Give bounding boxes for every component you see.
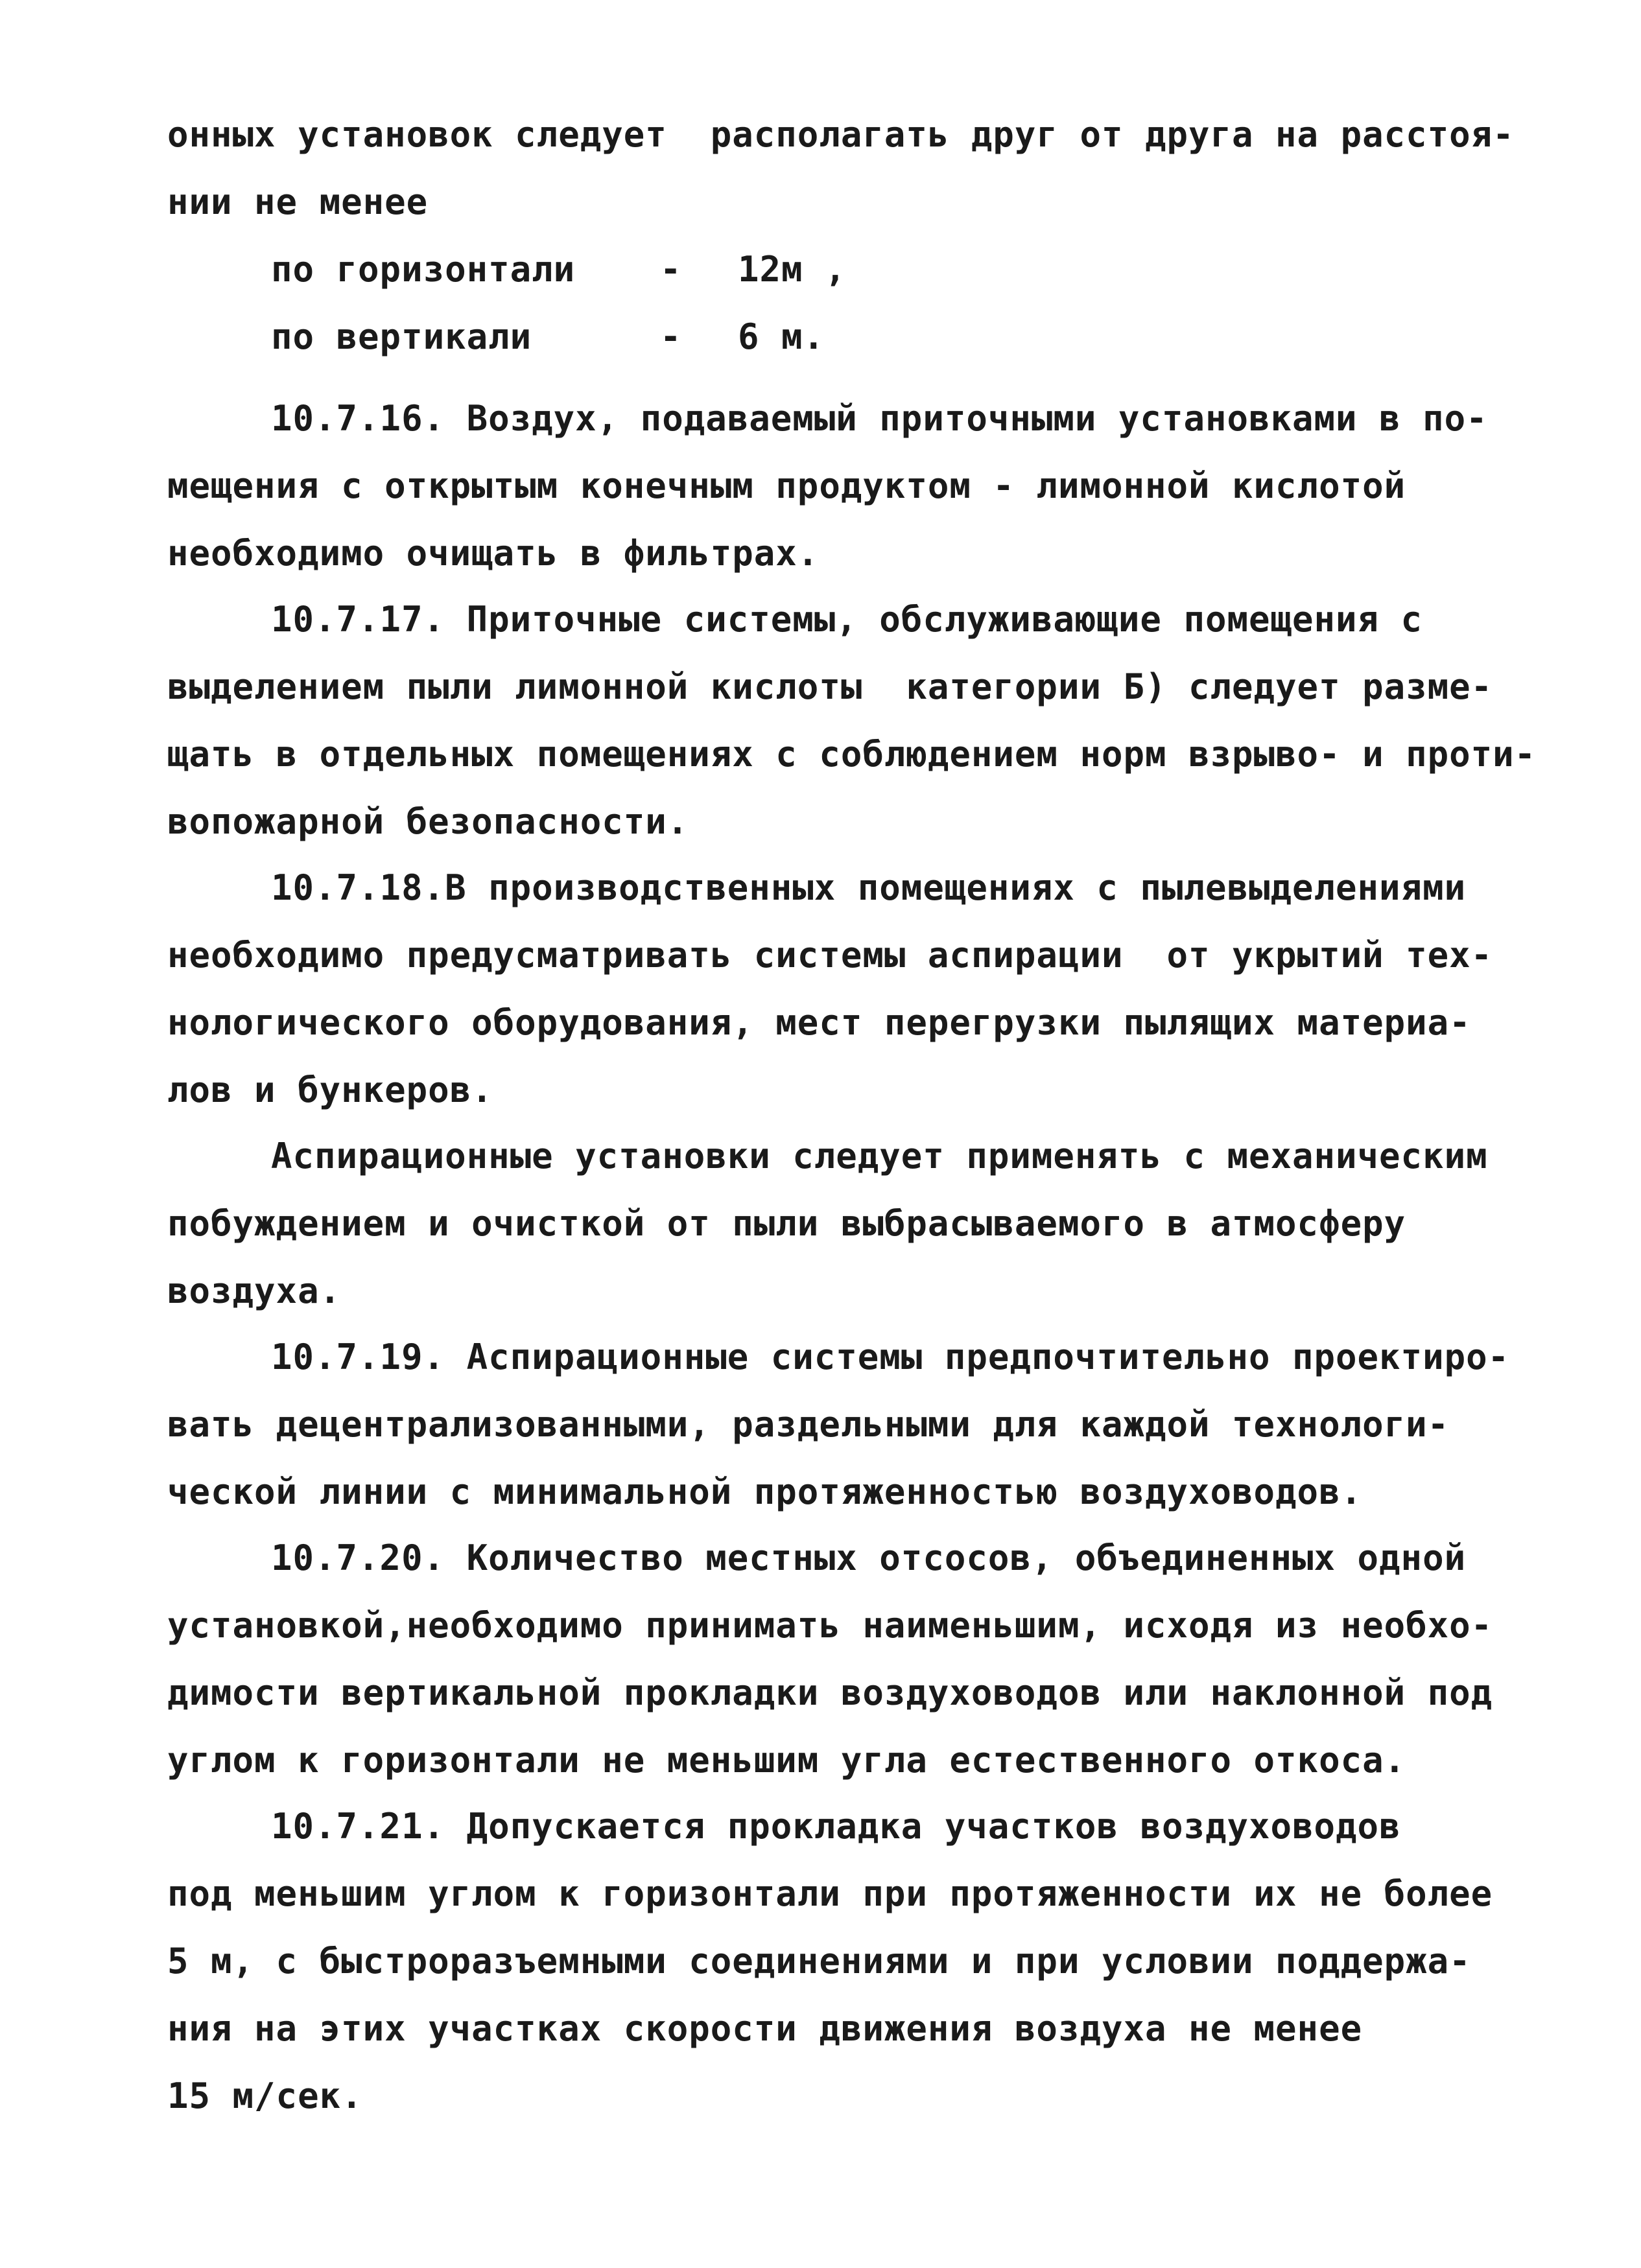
text-line: Аспирационные установки следует применять с механическим [271, 1136, 1488, 1176]
text-line: мещения с открытым конечным продуктом - лимонной кислотой [167, 465, 1406, 506]
text-line: лов и бункеров. [167, 1070, 493, 1110]
text-line: онных установок следует располагать друг от друга на расстоя- [167, 114, 1515, 155]
text-line: ния на этих участках скорости движения воздуха не менее [167, 2008, 1363, 2049]
text-line: воздуха. [167, 1270, 342, 1311]
text-line: 10.7.19. Аспирационные системы предпочтительно проектиро- [271, 1337, 1510, 1377]
text-line: - [660, 316, 682, 357]
text-line: вать децентрализованными, раздельными для каждой технологи- [167, 1404, 1450, 1445]
text-line: побуждением и очисткой от пыли выбрасываемого в атмосферу [167, 1203, 1406, 1244]
text-line: 10.7.20. Количество местных отсосов, объединенных одной [271, 1537, 1467, 1578]
text-line: установкой,необходимо принимать наименьшим, исходя из необхо- [167, 1605, 1493, 1646]
text-line: димости вертикальной прокладки воздуховодов или наклонной под [167, 1672, 1493, 1713]
text-line: выделением пыли лимонной кислоты категории Б) следует разме- [167, 666, 1493, 707]
text-line: 10.7.17. Приточные системы, обслуживающие помещения с [271, 599, 1423, 640]
text-line: 12м , [738, 249, 847, 290]
text-line: по горизонтали [271, 249, 576, 290]
text-line: необходимо очищать в фильтрах. [167, 533, 820, 574]
text-line: по вертикали [271, 316, 532, 357]
text-line: 6 м. [738, 316, 825, 357]
text-line: углом к горизонтали не меньшим угла естественного откоса. [167, 1740, 1406, 1781]
text-line: нологического оборудования, мест перегрузки пылящих материа- [167, 1002, 1471, 1043]
text-line: нии не менее [167, 181, 429, 222]
text-line: щать в отдельных помещениях с соблюдением норм взрыво- и проти- [167, 734, 1537, 775]
text-line: - [660, 249, 682, 290]
text-line: вопожарной безопасности. [167, 801, 689, 842]
text-line: под меньшим углом к горизонтали при протяженности их не более [167, 1873, 1493, 1914]
text-line: ческой линии с минимальной протяженностью воздуховодов. [167, 1471, 1363, 1512]
text-line: 15 м/сек. [167, 2075, 363, 2116]
text-line: 10.7.18.В производственных помещениях с пылевыделениями [271, 867, 1467, 908]
text-line: 5 м, с быстроразъемными соединениями и при условии поддержа- [167, 1941, 1471, 1982]
text-line: 10.7.21. Допускается прокладка участков воздуховодов [271, 1806, 1401, 1847]
text-line: необходимо предусматривать системы аспирации от укрытий тех- [167, 935, 1493, 976]
text-line: 10.7.16. Воздух, подаваемый приточными установками в по- [271, 398, 1488, 439]
